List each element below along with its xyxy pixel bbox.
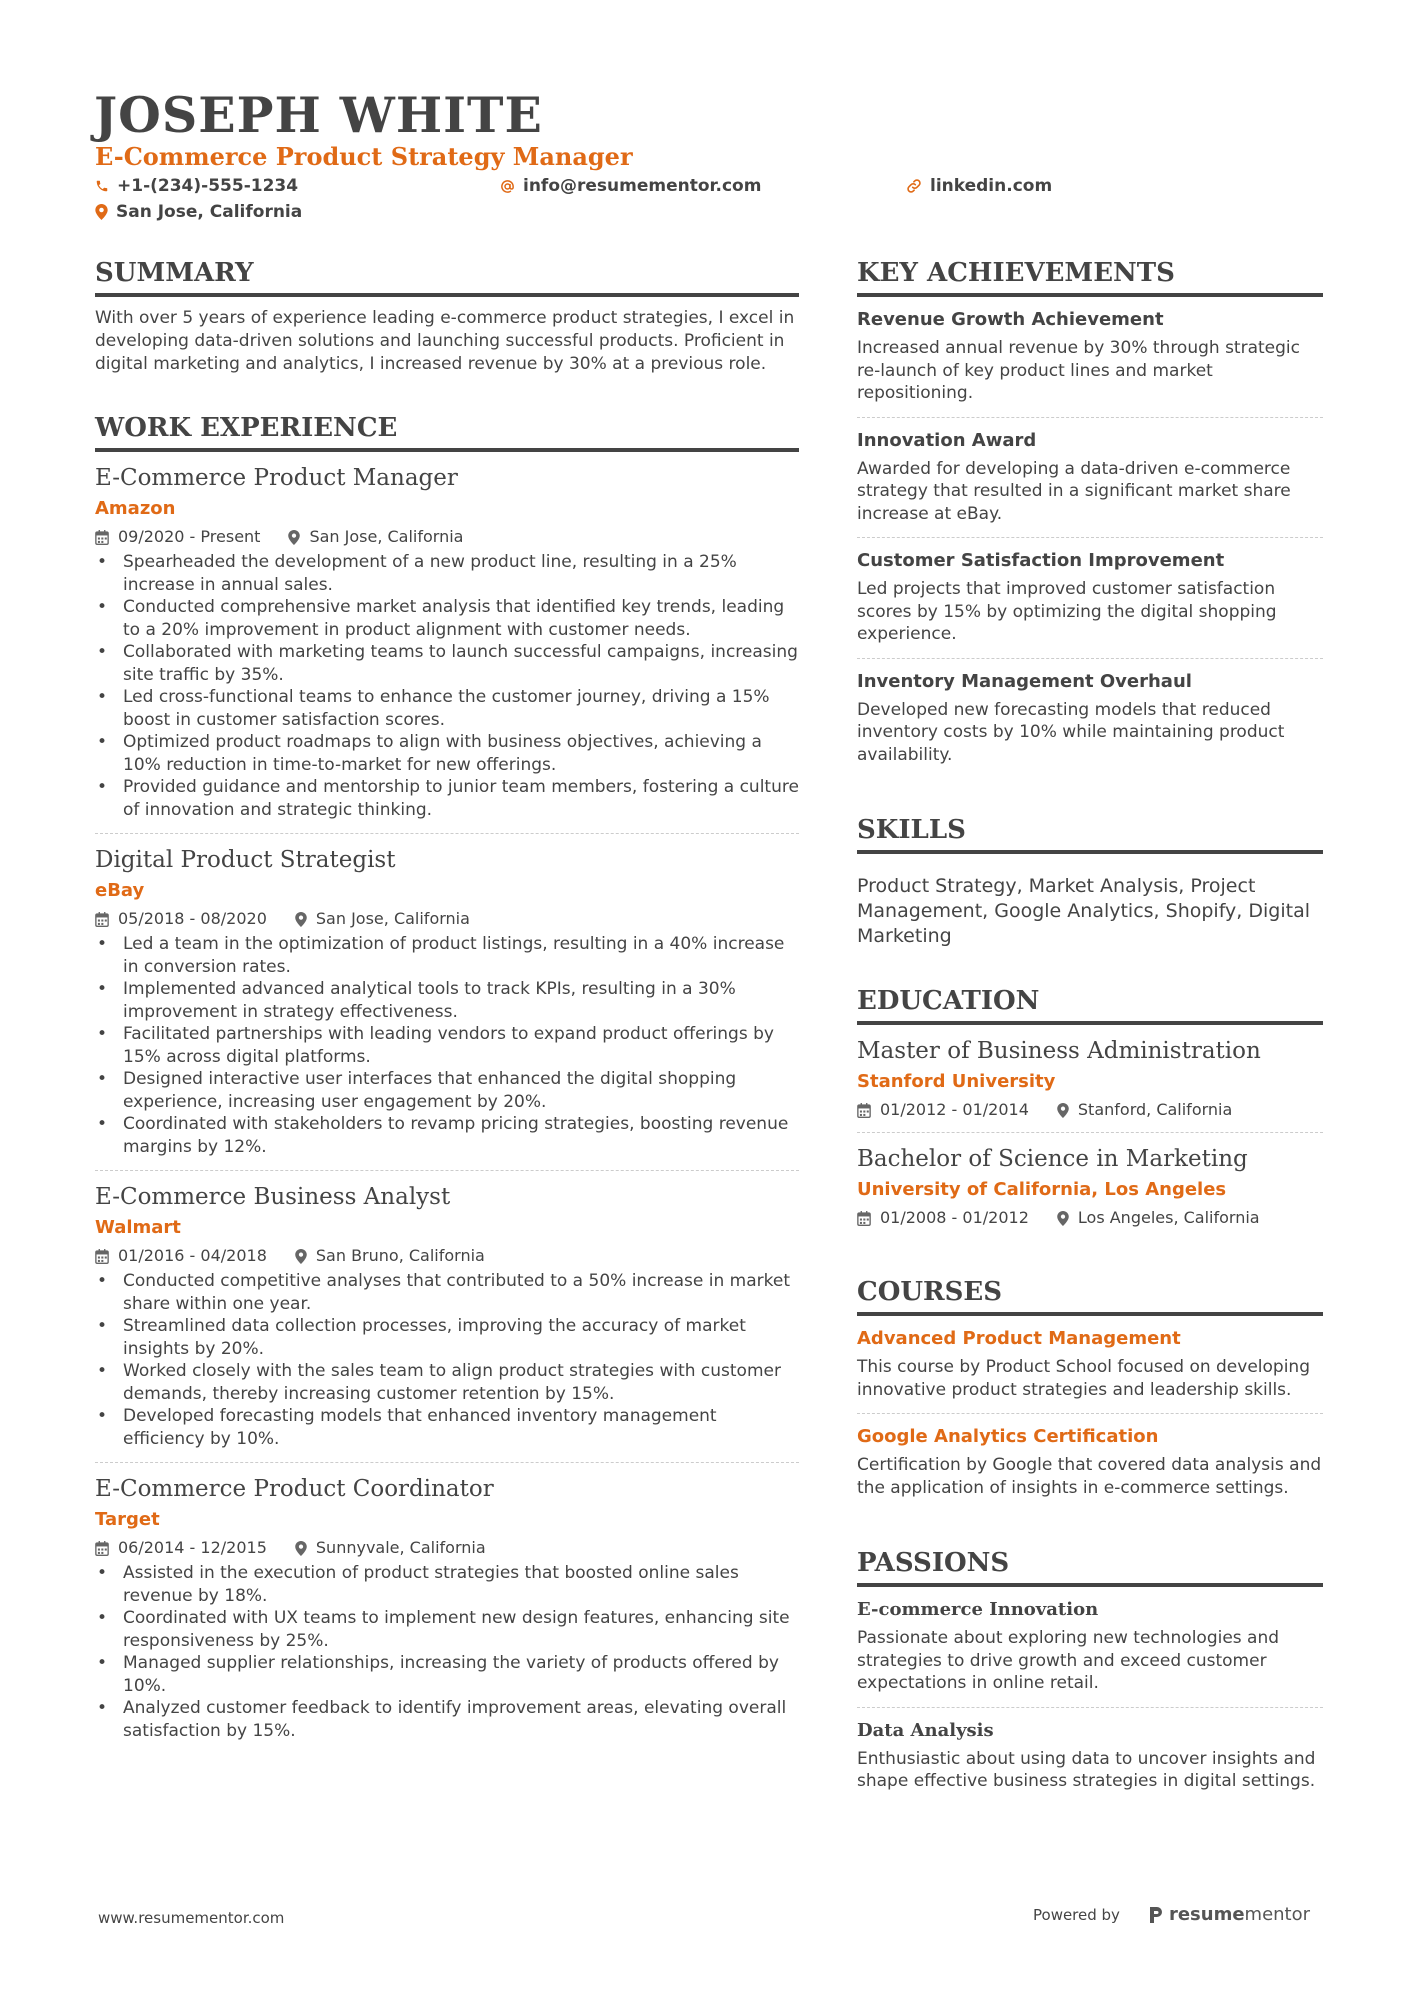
job-dates: 01/2016 - 04/2018 (118, 1246, 267, 1265)
passions-heading: PASSIONS (857, 1545, 1323, 1587)
job-bullets (95, 1270, 799, 1450)
education-location: Los Angeles, California (1077, 1208, 1260, 1227)
job-location: San Jose, California (315, 909, 470, 928)
education-meta (857, 1206, 1323, 1230)
brand-suffix: mentor (1244, 1904, 1311, 1925)
job-entry (95, 1463, 799, 1754)
achievement-title: Innovation Award (857, 429, 1037, 451)
calendar-icon (95, 1249, 109, 1264)
work-experience-section (95, 410, 799, 1754)
summary-section (95, 255, 799, 376)
education-item (857, 1133, 1323, 1240)
location-pin-icon (1057, 1103, 1069, 1118)
job-bullet: • Led a team in the optimization of product listings, resulting in a 40% increase in conversion rates. (95, 933, 799, 978)
school-name: University of California, Los Angeles (857, 1179, 1227, 1200)
job-bullet: • Collaborated with marketing teams to launch successful campaigns, increasing site traffic by 35%. (95, 641, 799, 686)
job-bullet: • Led cross-functional teams to enhance the customer journey, driving a 15% boost in customer satisfaction scores. (95, 686, 799, 731)
job-bullet: • Coordinated with stakeholders to revamp pricing strategies, boosting revenue margins by 12%. (95, 1113, 799, 1158)
education-location: Stanford, California (1077, 1100, 1233, 1119)
footer-branding[interactable] (1033, 1904, 1310, 1925)
passions-section (857, 1545, 1323, 1805)
location-pin-icon (1057, 1211, 1069, 1226)
course-title: Advanced Product Management (857, 1328, 1181, 1349)
job-entry (95, 1171, 799, 1463)
location-pin-icon (95, 204, 108, 220)
summary-heading: SUMMARY (95, 255, 799, 297)
course-text: Certification by Google that covered data analysis and the application of insights in e-commerce settings. (857, 1455, 1322, 1498)
job-bullet: • Assisted in the execution of product strategies that boosted online sales revenue by 18%. (95, 1562, 799, 1607)
job-bullet: • Facilitated partnerships with leading vendors to expand product offerings by 15% across digital platforms. (95, 1023, 799, 1068)
phone-text: +1-(234)-555-1234 (117, 176, 299, 196)
education-heading: EDUCATION (857, 983, 1323, 1025)
job-location: San Jose, California (309, 527, 464, 546)
job-meta (95, 525, 799, 549)
education-item (857, 1025, 1323, 1133)
school-name: Stanford University (857, 1071, 1056, 1092)
powered-by-label: Powered by (1033, 1905, 1120, 1924)
job-meta (95, 1244, 799, 1268)
job-company: Walmart (95, 1217, 181, 1238)
skills-heading: SKILLS (857, 812, 1323, 854)
brand-logo (1148, 1904, 1310, 1925)
location-text: San Jose, California (116, 202, 303, 222)
location-pin-icon (288, 530, 300, 545)
achievements-heading: KEY ACHIEVEMENTS (857, 255, 1323, 297)
course-item (857, 1414, 1323, 1511)
achievement-text: Increased annual revenue by 30% through strategic re-launch of key product lines and market repositioning. (857, 338, 1300, 403)
achievement-text: Awarded for developing a data-driven e-commerce strategy that resulted in a significant market share increase at eBay. (857, 458, 1291, 524)
course-text: This course by Product School focused on developing innovative product strategies and leadership skills. (857, 1357, 1310, 1400)
degree-title: Master of Business Administration (857, 1038, 1261, 1064)
passion-text: Enthusiastic about using data to uncover insights and shape effective business strategies in digital settings. (857, 1748, 1316, 1791)
job-bullet: • Implemented advanced analytical tools to track KPIs, resulting in a 30% improvement in strategy effectiveness. (95, 978, 799, 1023)
job-bullet: • Analyzed customer feedback to identify improvement areas, elevating overall satisfaction by 15%. (95, 1697, 799, 1742)
job-bullets (95, 1562, 799, 1742)
achievement-text: Developed new forecasting models that reduced inventory costs by 10% while maintaining product availability. (857, 699, 1285, 765)
education-dates: 01/2012 - 01/2014 (880, 1100, 1029, 1119)
contact-linkedin[interactable] (906, 174, 1052, 198)
passion-item (857, 1587, 1323, 1708)
job-bullet: • Coordinated with UX teams to implement new design features, enhancing site responsiveness by 25%. (95, 1607, 799, 1652)
achievement-item (857, 297, 1323, 418)
course-item (857, 1316, 1323, 1414)
achievement-item (857, 418, 1323, 539)
job-company: eBay (95, 880, 145, 901)
job-dates: 09/2020 - Present (118, 527, 261, 546)
job-bullet: • Managed supplier relationships, increasing the variety of products offered by 10%. (95, 1652, 799, 1697)
resumementor-logo-icon (1148, 1905, 1164, 1925)
calendar-icon (95, 1541, 109, 1556)
education-meta (857, 1098, 1323, 1122)
skills-section (857, 812, 1323, 949)
passion-title: E-commerce Innovation (857, 1599, 1099, 1620)
calendar-icon (857, 1103, 871, 1118)
job-company: Target (95, 1509, 160, 1530)
phone-icon (95, 179, 109, 193)
degree-title: Bachelor of Science in Marketing (857, 1146, 1248, 1172)
passion-text: Passionate about exploring new technologies and strategies to drive growth and exceed customer expectations in online retail. (857, 1628, 1280, 1693)
at-icon (500, 179, 515, 194)
contact-email[interactable] (500, 174, 761, 198)
job-dates: 06/2014 - 12/2015 (118, 1538, 267, 1557)
location-pin-icon (295, 1249, 307, 1264)
work-experience-heading: WORK EXPERIENCE (95, 410, 799, 452)
job-bullets (95, 551, 799, 821)
calendar-icon (95, 530, 109, 545)
contact-phone[interactable] (95, 174, 298, 198)
candidate-headline: E-Commerce Product Strategy Manager (95, 142, 633, 171)
location-pin-icon (295, 912, 307, 927)
skills-text: Product Strategy, Market Analysis, Project Management, Google Analytics, Shopify, Digital Marketing (857, 875, 1311, 947)
candidate-name: JOSEPH WHITE (94, 86, 543, 144)
education-section (857, 983, 1323, 1240)
achievement-title: Customer Satisfaction Improvement (857, 550, 1225, 571)
brand-prefix: resume (1168, 1904, 1245, 1925)
job-bullet: • Conducted comprehensive market analysis that identified key trends, leading to a 20% improvement in product alignment with customer needs. (95, 596, 799, 641)
education-dates: 01/2008 - 01/2012 (880, 1208, 1029, 1227)
courses-section (857, 1274, 1323, 1511)
job-title: E-Commerce Product Manager (95, 465, 458, 491)
calendar-icon (95, 912, 109, 927)
job-bullet: • Optimized product roadmaps to align with business objectives, achieving a 10% reduction in time-to-market for new offerings. (95, 731, 799, 776)
left-column (95, 255, 799, 1788)
job-bullet: • Worked closely with the sales team to align product strategies with customer demands, thereby increasing customer retention by 15%. (95, 1360, 799, 1405)
job-bullet: • Streamlined data collection processes, improving the accuracy of market insights by 20%. (95, 1315, 799, 1360)
job-title: E-Commerce Business Analyst (95, 1184, 451, 1210)
right-column (857, 255, 1323, 1839)
job-location: Sunnyvale, California (315, 1538, 486, 1557)
achievement-title: Inventory Management Overhaul (857, 670, 1192, 692)
job-bullet: • Spearheaded the development of a new product line, resulting in a 25% increase in annual sales. (95, 551, 799, 596)
job-bullet: • Conducted competitive analyses that contributed to a 50% increase in market share within one year. (95, 1270, 799, 1315)
achievement-text: Led projects that improved customer satisfaction scores by 15% by optimizing the digital shopping experience. (857, 579, 1277, 644)
achievements-section (857, 255, 1323, 778)
achievement-item (857, 538, 1323, 659)
job-title: E-Commerce Product Coordinator (95, 1476, 494, 1502)
job-company: Amazon (95, 498, 176, 519)
job-meta (95, 1536, 799, 1560)
job-entry (95, 452, 799, 834)
passion-item (857, 1708, 1323, 1805)
job-meta (95, 907, 799, 931)
job-bullet: • Developed forecasting models that enhanced inventory management efficiency by 10%. (95, 1405, 799, 1450)
linkedin-text: linkedin.com (930, 176, 1053, 196)
passion-title: Data Analysis (857, 1719, 994, 1741)
job-bullet: • Designed interactive user interfaces that enhanced the digital shopping experience, increasing user engagement by 20%. (95, 1068, 799, 1113)
job-title: Digital Product Strategist (95, 847, 396, 873)
job-bullet: • Provided guidance and mentorship to junior team members, fostering a culture of innovation and strategic thinking. (95, 776, 799, 821)
location-pin-icon (295, 1541, 307, 1556)
job-entry (95, 834, 799, 1171)
achievement-item (857, 659, 1323, 779)
course-title: Google Analytics Certification (857, 1426, 1159, 1447)
job-bullets (95, 933, 799, 1158)
footer-website[interactable]: www.resumementor.com (98, 1909, 285, 1927)
achievement-title: Revenue Growth Achievement (857, 309, 1164, 330)
job-dates: 05/2018 - 08/2020 (118, 909, 267, 928)
contact-location (95, 200, 302, 224)
job-location: San Bruno, California (315, 1246, 485, 1265)
email-text: info@resumementor.com (523, 176, 762, 196)
calendar-icon (857, 1211, 871, 1226)
link-icon (906, 178, 922, 194)
courses-heading: COURSES (857, 1274, 1323, 1316)
summary-text: With over 5 years of experience leading e-commerce product strategies, I excel in developing data-driven solutions and launching successful products. Proficient in digital marketing and analytics, I increased revenue by 30% at a previous role. (95, 308, 795, 374)
